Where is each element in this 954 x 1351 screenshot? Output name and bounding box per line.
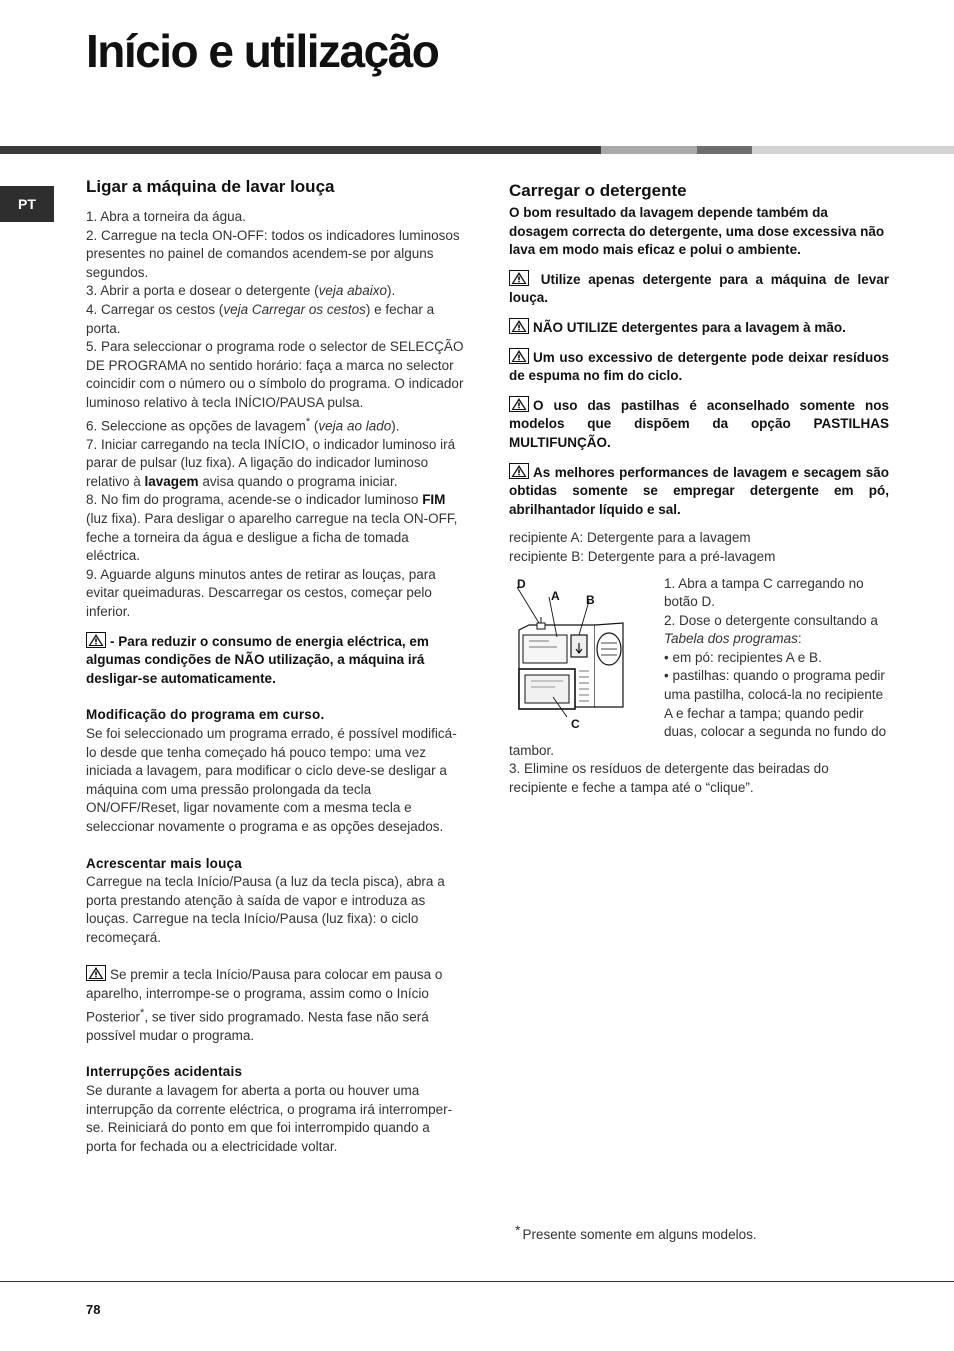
page-title: Início e utilização — [86, 25, 439, 77]
pause-warning: Se premir a tecla Início/Pausa para colocar em pausa o aparelho, interrompe-se o programa, assim como o Início Posterior*, se tiver sido programado. Nesta fase não será possível mudar o programa. — [86, 967, 443, 1043]
instruction-bullet-powder: • em pó: recipientes A e B. — [664, 649, 822, 665]
detergent-warning-4: O uso das pastilhas é aconselhado somente nos modelos que dispõem da opção PASTILHAS MULTIFUNÇÃO. — [509, 397, 889, 450]
instruction-3: 3. Elimine os resíduos de detergente das beiradas do recipiente e feche a tampa até o “clique”. — [509, 761, 829, 796]
header-stripe-pale — [752, 146, 954, 154]
warning-icon — [509, 348, 529, 364]
right-column — [509, 180, 889, 798]
warning-icon — [509, 396, 529, 412]
detergent-warning-1: Utilize apenas detergente para a máquina de levar louça. — [509, 271, 889, 306]
warning-icon — [86, 965, 106, 981]
instruction-1: 1. Abra a tampa C carregando no botão D. — [664, 575, 864, 610]
step-1: 1. Abra a torneira da água. — [86, 209, 246, 224]
detergent-intro: O bom resultado da lavagem depende também da dosagem correcta do detergente, uma dose excessiva não lava em modo mais eficaz e polui o ambiente. — [509, 205, 885, 258]
detergent-warning-5: As melhores performances de lavagem e secagem são obtidas somente se empregar detergente em pó, abrilhantador líquido e sal. — [509, 464, 889, 517]
figure-label-d: D — [517, 576, 526, 591]
section-heading-detergent: Carregar o detergente — [509, 181, 687, 200]
step-5: 5. Para seleccionar o programa rode o selector de SELECÇÃO DE PROGRAMA no sentido horário: faça a marca no selector coincidir com o número ou o símbolo do programa. O indicador luminoso relativo à tecla INÍCIO/PAUSA pulsa. — [86, 339, 464, 410]
step-3: 3. Abrir a porta e dosear o detergente (veja abaixo). — [86, 283, 396, 299]
bottom-rule — [0, 1281, 954, 1282]
figure-label-b: B — [586, 592, 595, 607]
dispenser-figure-block — [509, 575, 889, 798]
modification-text: Se foi seleccionado um programa errado, é possível modificá-lo desde que tenha começado há pouco tempo: uma vez iniciada a lavagem, para modificar o ciclo deve-se desligar a máquina com uma pressão prolongada da tecla ON/OFF/Reset, ligar novamente com a mesma tecla e seleccionar novamente o programa e as opções desejados. — [86, 725, 457, 834]
header-stripe-dark — [0, 146, 601, 154]
interruptions-text: Se durante a lavagem for aberta a porta ou houver uma interrupção da corrente eléctrica, o programa irá interromper-se. Reiniciará do ponto em que foi interrompido quando a porta for fechada ou a electricidade voltar. — [86, 1082, 453, 1154]
left-column — [86, 176, 464, 1156]
warning-icon — [509, 270, 529, 286]
figure-label-c: C — [571, 716, 580, 731]
footnote: * Presente somente em alguns modelos. — [515, 1222, 757, 1242]
dispenser-illustration — [509, 575, 655, 737]
section-heading-start: Ligar a máquina de lavar louça — [86, 177, 335, 196]
add-dishes-text: Carregue na tecla Início/Pausa (a luz da tecla pisca), abra a porta prestando atenção à saída de vapor e introduza as louças. Carregue na tecla Início/Pausa (luz fixa): o ciclo recomeçará. — [86, 874, 445, 945]
energy-warning: - Para reduzir o consumo de energia eléctrica, em algumas condições de NÃO utilização, a máquina irá desligar-se automaticamente. — [86, 633, 429, 686]
header-stripe-light — [601, 146, 697, 154]
modification-heading: Modificação do programa em curso. — [86, 707, 325, 723]
warning-icon — [86, 632, 106, 648]
step-4: 4. Carregar os cestos (veja Carregar os cestos) e fechar a porta. — [86, 301, 435, 336]
header-stripe-mid — [697, 146, 752, 154]
detergent-dispenser-diagram — [509, 575, 655, 737]
interruptions-heading: Interrupções acidentais — [86, 1064, 243, 1080]
page-number: 78 — [86, 1302, 101, 1317]
instruction-2: 2. Dose o detergente consultando a Tabela dos programas: — [664, 612, 878, 647]
step-2: 2. Carregue na tecla ON-OFF: todos os indicadores luminosos presentes no painel de comandos acendem-se por alguns segundos. — [86, 227, 460, 280]
step-8: 8. No fim do programa, acende-se o indicador luminoso FIM (luz fixa). Para desligar o aparelho carregue na tecla ON-OFF, feche a torneira da água e desligue a ficha de tomada eléctrica. — [86, 492, 458, 564]
container-b-text: recipiente B: Detergente para a pré-lavagem — [509, 548, 776, 564]
detergent-warning-3: Um uso excessivo de detergente pode deixar resíduos de espuma no fim do ciclo. — [509, 349, 889, 384]
step-9: 9. Aguarde alguns minutos antes de retirar as louças, para evitar queimaduras. Descarregar os cestos, começar pelo inferior. — [86, 566, 436, 619]
detergent-warning-2: NÃO UTILIZE detergentes para a lavagem à mão. — [509, 318, 889, 338]
container-a-text: recipiente A: Detergente para a lavagem — [509, 530, 751, 546]
warning-icon — [509, 318, 529, 334]
step-6: 6. Seleccione as opções de lavagem* (veja ao lado). — [86, 415, 400, 434]
step-7: 7. Iniciar carregando na tecla INÍCIO, o indicador luminoso irá parar de pulsar (luz fixa). A ligação do indicador luminoso relativo à lavagem avisa quando o programa iniciar. — [86, 436, 456, 489]
language-tab: PT — [0, 186, 54, 222]
warning-icon — [509, 463, 529, 479]
instruction-bullet-tablets: • pastilhas: quando o programa pedir uma pastilha, colocá-la no recipiente A e fechar a tampa; quando pedir duas, colocar a segunda no fundo do tambor. — [509, 668, 887, 758]
figure-label-a: A — [551, 588, 560, 603]
add-dishes-heading: Acrescentar mais louça — [86, 855, 242, 871]
